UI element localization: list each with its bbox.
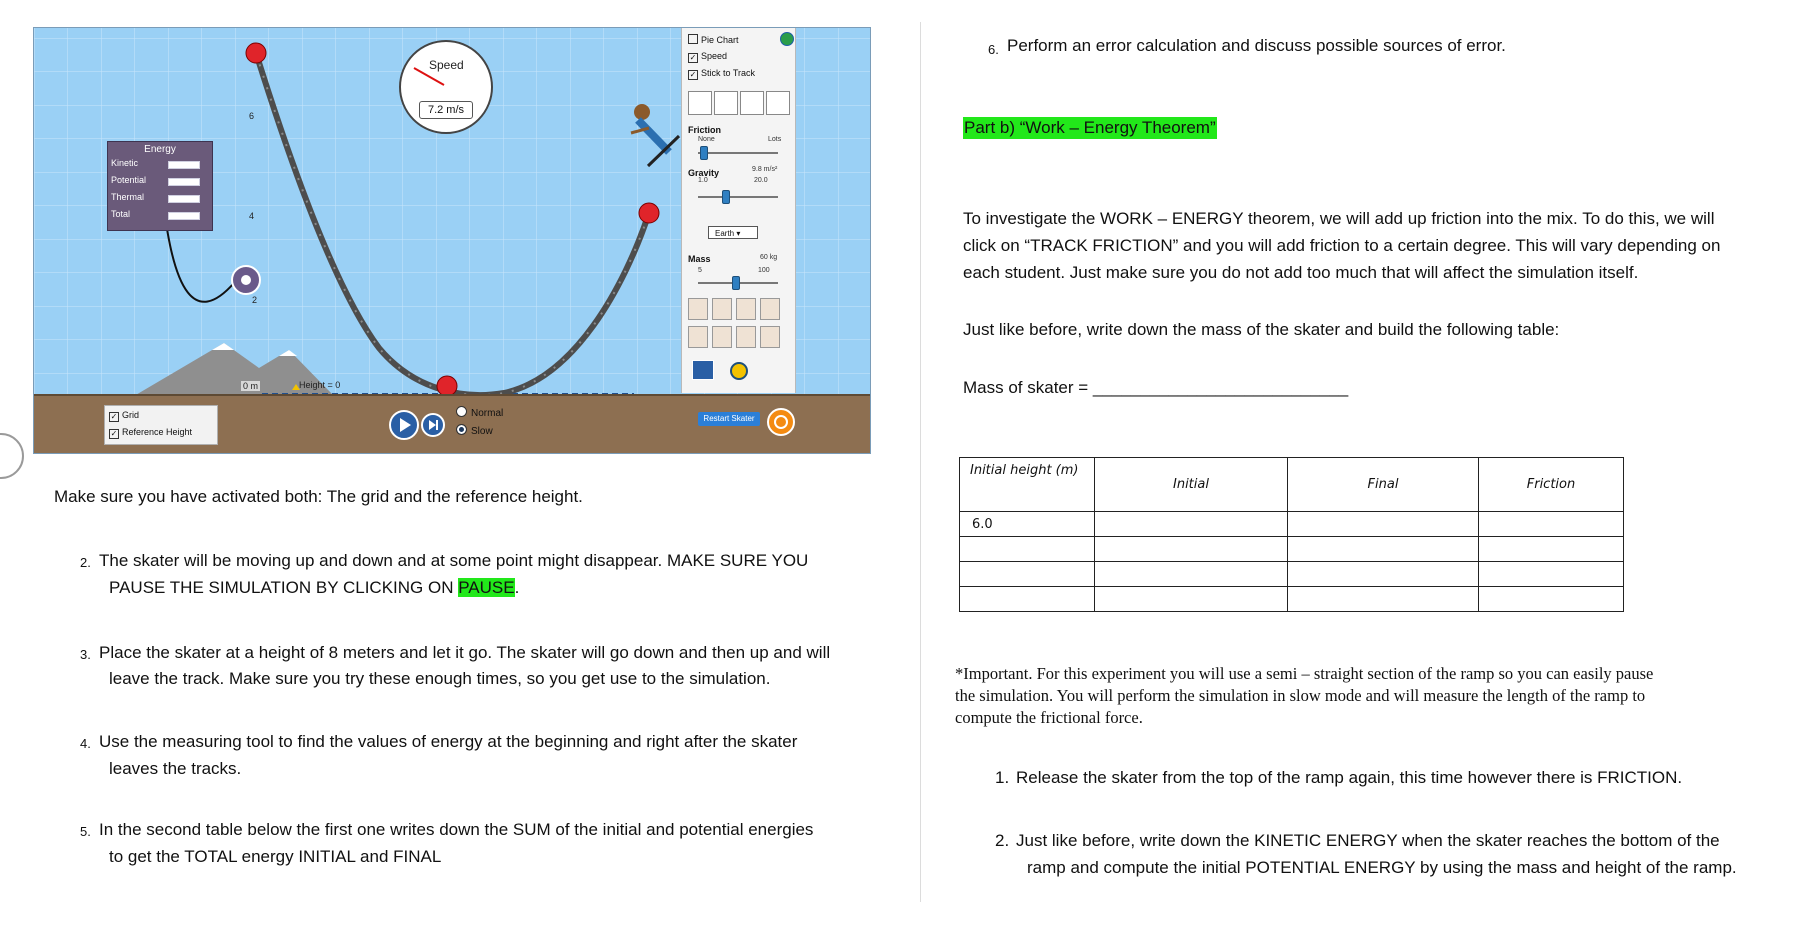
step-number: 3. <box>80 647 91 662</box>
step-5-line2: to get the TOTAL energy INITIAL and FINAL <box>109 847 442 866</box>
step-6-text: Perform an error calculation and discuss possible sources of error. <box>1007 36 1506 55</box>
restart-skater-button[interactable]: Restart Skater <box>698 412 760 426</box>
step-4-line1: Use the measuring tool to find the values of energy at the beginning and right after the skater <box>99 732 798 751</box>
energy-row-kinetic: Kinetic <box>111 158 139 168</box>
reference-height-checkbox[interactable]: ✓ Reference Height <box>110 427 193 438</box>
table-header: Friction <box>1479 458 1624 512</box>
grid-checkbox[interactable]: ✓ Grid <box>110 410 140 421</box>
speed-checkbox[interactable]: ✓ Speed <box>689 51 728 62</box>
gravity-slider[interactable] <box>698 196 778 198</box>
para1-line3: each student. Just make sure you do not add too much that will affect the simulation itself. <box>963 263 1639 282</box>
step-3-line2: leave the track. Make sure you try these enough times, so you get use to the simulation. <box>109 669 771 688</box>
step-2-line1: The skater will be moving up and down and at some point might disappear. MAKE SURE YOU <box>99 551 809 570</box>
table-cell <box>1288 562 1479 587</box>
gravity-max: 20.0 <box>754 177 768 184</box>
table-cell <box>1095 512 1288 537</box>
energy-row-total: Total <box>111 209 131 219</box>
table-row <box>960 512 1624 537</box>
list-number: 1. <box>995 768 1010 787</box>
table-row <box>960 587 1624 612</box>
pause-highlight: PAUSE <box>458 578 515 597</box>
table-cell <box>1479 562 1624 587</box>
intro-text: Make sure you have activated both: The grid and the reference height. <box>54 487 583 506</box>
table-cell <box>1288 512 1479 537</box>
friction-slider-knob[interactable] <box>700 146 708 160</box>
view-options <box>104 405 218 445</box>
reset-all-button[interactable] <box>767 408 795 436</box>
table-header-row <box>960 458 1624 512</box>
mass-of-skater-field: Mass of skater = ___________________________ <box>963 378 1349 397</box>
friction-min: None <box>698 136 715 143</box>
table-cell <box>960 587 1095 612</box>
friction-max: Lots <box>768 136 782 143</box>
step-2-line2: PAUSE THE SIMULATION BY CLICKING ON PAUSE. <box>109 578 520 597</box>
page-divider <box>920 22 921 902</box>
table-cell: 6.0 <box>960 512 1095 537</box>
friction-slider[interactable] <box>698 152 778 154</box>
energy-row-potential: Potential <box>111 175 147 185</box>
step-number: 5. <box>80 824 91 839</box>
track-shape-selector[interactable] <box>688 91 788 115</box>
important-line3: compute the frictional force. <box>955 708 1143 727</box>
table-cell <box>1095 562 1288 587</box>
step-3-line1: Place the skater at a height of 8 meters and let it go. The skater will go down and then up and will <box>99 643 831 662</box>
mass-max: 100 <box>758 267 770 274</box>
table-row <box>960 562 1624 587</box>
list-number: 2. <box>995 831 1010 850</box>
step-5-line1: In the second table below the first one writes down the SUM of the initial and potential energies <box>99 820 814 839</box>
reference-height-label: Height = 0 <box>299 380 341 390</box>
speed-slow-radio[interactable]: Slow <box>456 424 493 437</box>
important-line1: *Important. For this experiment you will use a semi – straight section of the ramp so you can easily pause <box>955 664 1654 683</box>
stick-to-track-checkbox[interactable]: ✓ Stick to Track <box>689 68 756 79</box>
mass-value: 60 kg <box>760 254 778 261</box>
gravity-title: Gravity <box>688 168 720 178</box>
para2: Just like before, write down the mass of the skater and build the following table: <box>963 320 1560 339</box>
step-number: 4. <box>80 736 91 751</box>
gravity-value: 9.8 m/s² <box>752 166 778 173</box>
step-4-line2: leaves the tracks. <box>109 759 242 778</box>
energy-panel-title: Energy <box>144 144 176 155</box>
table-cell <box>1288 537 1479 562</box>
height-tick: 2 <box>252 295 258 305</box>
table-cell <box>960 562 1095 587</box>
measuring-tape-tool[interactable] <box>730 362 748 380</box>
table-cell <box>1479 587 1624 612</box>
para1-line1: To investigate the WORK – ENERGY theorem, we will add up friction into the mix. To do this, we will <box>963 209 1715 228</box>
margin-tab[interactable] <box>0 433 24 479</box>
mass-slider-knob[interactable] <box>732 276 740 290</box>
stopwatch-tool[interactable] <box>692 360 714 380</box>
step-button[interactable] <box>421 413 445 437</box>
friction-energy-table <box>959 457 1624 612</box>
table-cell <box>960 537 1095 562</box>
table-cell <box>1479 512 1624 537</box>
step-number: 2. <box>80 555 91 570</box>
height-tick: 6 <box>249 111 255 121</box>
table-cell <box>1095 537 1288 562</box>
pie-chart-icon <box>780 32 794 46</box>
friction-title: Friction <box>688 125 721 135</box>
control-panel <box>681 28 796 393</box>
list-2-line2: ramp and compute the initial POTENTIAL ENERGY by using the mass and height of the ramp. <box>1027 858 1737 877</box>
mass-title: Mass <box>688 254 711 264</box>
para1-line2: click on “TRACK FRICTION” and you will add friction to a certain degree. This will vary depending on <box>963 236 1721 255</box>
table-header: Final <box>1288 458 1479 512</box>
important-line2: the simulation. You will perform the simulation in slow mode and will measure the length of the ramp to <box>955 686 1646 705</box>
energy-row-thermal: Thermal <box>111 192 145 202</box>
pie-chart-checkbox[interactable]: Pie Chart <box>688 34 739 45</box>
table-header: Initial height (m) <box>960 458 1095 512</box>
part-b-heading: Part b) “Work – Energy Theorem” <box>964 118 1216 137</box>
gravity-slider-knob[interactable] <box>722 190 730 204</box>
table-cell <box>1288 587 1479 612</box>
speed-normal-radio[interactable]: Normal <box>456 406 503 419</box>
speed-readout: 7.2 m/s <box>419 101 473 119</box>
reference-zero-label: 0 m <box>243 381 259 391</box>
gravity-min: 1.0 <box>698 177 708 184</box>
list-1-text: Release the skater from the top of the ramp again, this time however there is FRICTION. <box>1016 768 1683 787</box>
table-cell <box>1095 587 1288 612</box>
mass-min: 5 <box>698 267 702 274</box>
height-tick: 4 <box>249 211 255 221</box>
step-number: 6. <box>988 42 999 57</box>
speedometer-title: Speed <box>429 58 464 72</box>
table-cell <box>1479 537 1624 562</box>
table-row <box>960 537 1624 562</box>
table-header: Initial <box>1095 458 1288 512</box>
planet-dropdown[interactable]: Earth ▾ <box>708 226 758 239</box>
list-2-line1: Just like before, write down the KINETIC ENERGY when the skater reaches the bottom of the <box>1016 831 1720 850</box>
play-button[interactable] <box>389 410 419 440</box>
energy-skate-park-screenshot <box>33 27 871 454</box>
